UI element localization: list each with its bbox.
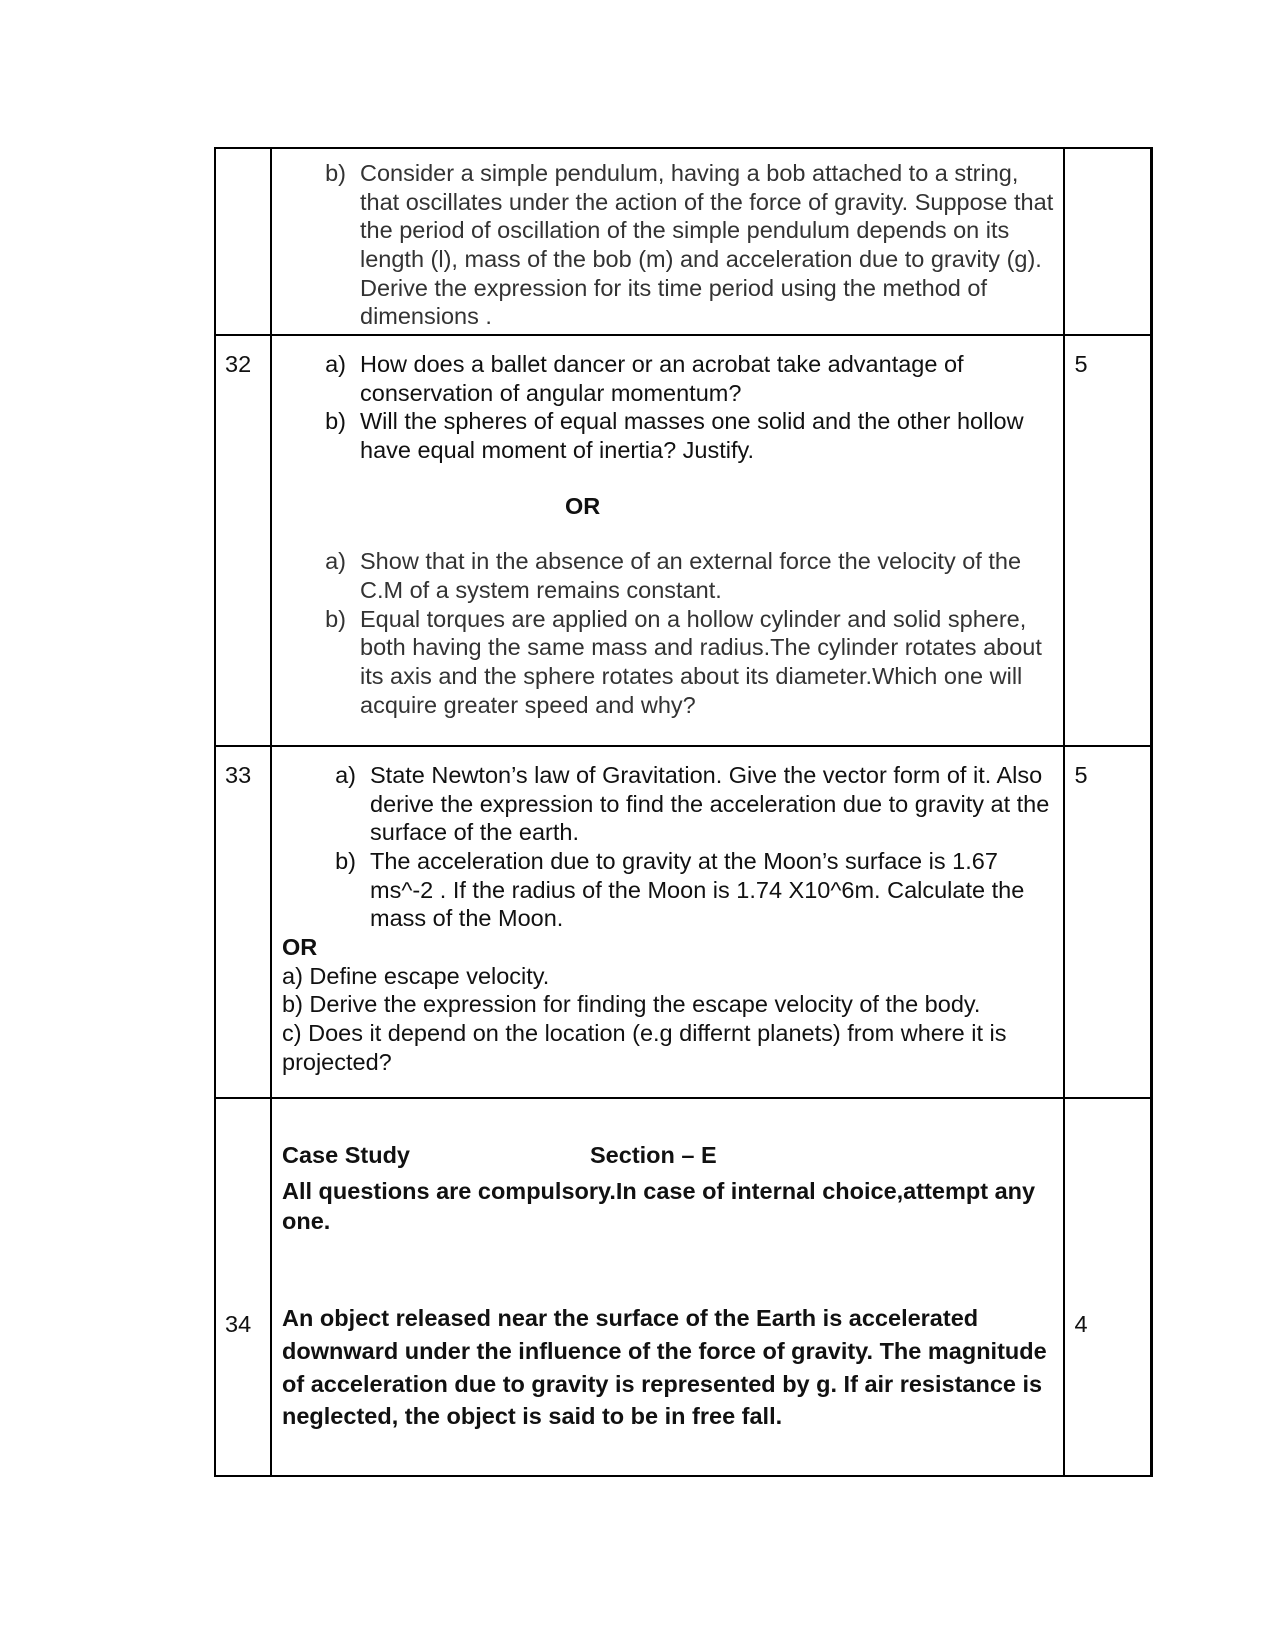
item-text: Show that in the absence of an external force the velocity of the C.M of a system remains constant.: [360, 548, 1022, 603]
case-study-paragraph: An object released near the surface of the Earth is accelerated downward under the influence of the force of gravity. The magnitude of acceleration due to gravity is represented by g. If air resistance is neglected, the object is said to be in free fall.: [282, 1304, 1047, 1430]
question-text-cell: [271, 1098, 1064, 1476]
item-label: a): [325, 548, 346, 575]
question-number-cell: [215, 335, 271, 746]
section-header: [282, 1141, 1055, 1170]
list-item: [308, 159, 1055, 331]
question-text-cell: [271, 148, 1064, 335]
list-item: c) Does it depend on the location (e.g differnt planets) from where it is projected?: [282, 1019, 1007, 1075]
section-title: Section – E: [590, 1142, 717, 1168]
marks-value: 4: [1074, 1311, 1088, 1337]
item-label: b): [325, 605, 346, 632]
table-row-33: [215, 746, 1152, 1098]
or-separator: OR: [565, 492, 601, 519]
question-number: 32: [225, 351, 252, 377]
case-study-label: Case Study: [282, 1142, 410, 1168]
item-text: State Newton’s law of Gravitation. Give the vector form of it. Also derive the expression to find the acceleration due to gravity at the surface of the earth.: [370, 762, 1050, 846]
item-text: How does a ballet dancer or an acrobat take advantage of conservation of angular momentum?: [360, 351, 964, 406]
table-row-32: [215, 335, 1152, 746]
list-item: [318, 847, 1055, 933]
question-number: 33: [225, 762, 252, 788]
question-number-cell: [215, 1098, 271, 1476]
marks-cell: [1064, 746, 1152, 1098]
or-separator: OR: [282, 933, 318, 960]
list-item: [308, 407, 1055, 464]
table-row-34: [215, 1098, 1152, 1476]
question-number-cell: [215, 148, 271, 335]
question-text-cell: [271, 746, 1064, 1098]
marks-value: 5: [1074, 351, 1088, 377]
item-label: a): [335, 762, 356, 788]
item-text: Will the spheres of equal masses one solid and the other hollow have equal moment of inertia? Justify.: [360, 408, 1024, 463]
item-label: b): [325, 408, 346, 435]
list-item: [308, 605, 1055, 720]
question-text-cell: [271, 335, 1064, 746]
marks-cell: [1064, 1098, 1152, 1476]
list-item: b) Derive the expression for finding the escape velocity of the body.: [282, 991, 981, 1018]
list-item: [308, 350, 1055, 407]
list-item: [318, 761, 1055, 847]
item-label: b): [325, 160, 346, 186]
question-number-cell: [215, 746, 271, 1098]
item-label: a): [325, 351, 346, 377]
item-text: Equal torques are applied on a hollow cylinder and solid sphere, both having the same mass and radius.The cylinder rotates about its axis and the sphere rotates about its diameter.Which one will acquire greater speed and why?: [360, 605, 1042, 718]
item-text: Consider a simple pendulum, having a bob attached to a string, that oscillates under the action of the force of gravity. Suppose that the period of oscillation of the simple pendulum depends on its length (l), mass of the bob (m) and acceleration due to gravity (g). Derive the expression for its time period using the method of dimensions .: [360, 160, 1054, 330]
item-label: b): [335, 847, 356, 874]
question-number: 34: [225, 1311, 252, 1337]
section-instruction: All questions are compulsory.In case of internal choice,attempt any one.: [282, 1177, 1036, 1234]
marks-value: 5: [1074, 762, 1088, 788]
list-item: a) Define escape velocity.: [282, 962, 550, 989]
question-table: [214, 147, 1153, 1477]
table-row-31b: [215, 148, 1152, 335]
list-item: [308, 547, 1055, 604]
item-text: The acceleration due to gravity at the Moon’s surface is 1.67 ms^-2 . If the radius of the Moon is 1.74 X10^6m. Calculate the mass of the Moon.: [370, 847, 1025, 932]
marks-cell: [1064, 148, 1152, 335]
marks-cell: [1064, 335, 1152, 746]
